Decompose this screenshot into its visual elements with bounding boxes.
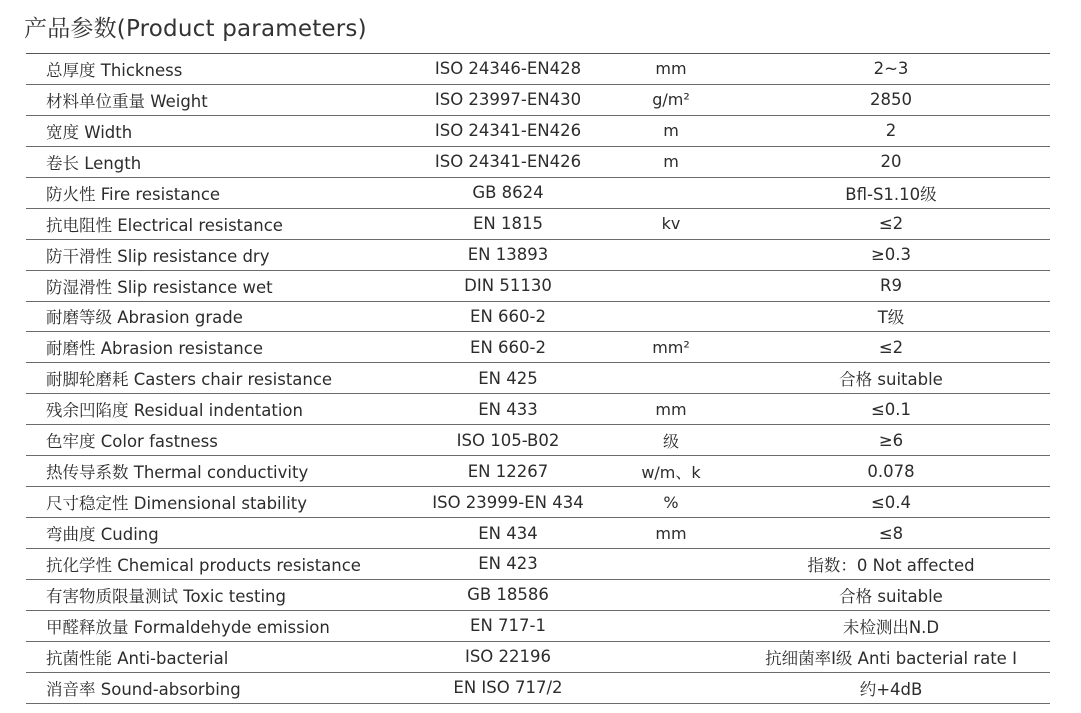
test-standard: EN 660-2 bbox=[470, 337, 546, 357]
unit: mm bbox=[655, 59, 687, 79]
test-standard: GB 18586 bbox=[467, 585, 549, 605]
parameter-name: 消音率 Sound-absorbing bbox=[46, 679, 241, 699]
unit: mm² bbox=[652, 337, 690, 357]
parameter-value: 抗细菌率Ⅰ级 Anti bacterial rate Ⅰ bbox=[765, 648, 1017, 668]
parameter-value: 指数：0 Not affected bbox=[807, 555, 975, 575]
parameter-name: 抗电阻性 Electrical resistance bbox=[46, 215, 283, 235]
unit: w/m、k bbox=[641, 462, 701, 482]
test-standard: EN 13893 bbox=[467, 245, 549, 265]
unit bbox=[616, 240, 726, 270]
unit: m bbox=[663, 121, 679, 141]
parameter-value: 约+4dB bbox=[859, 679, 923, 699]
test-standard: EN 717-1 bbox=[470, 616, 546, 636]
page-title: 产品参数(Product parameters) bbox=[24, 16, 367, 42]
table-row bbox=[26, 240, 1050, 271]
parameter-value: Bfl-S1.10级 bbox=[845, 184, 937, 204]
parameter-value: 合格 suitable bbox=[839, 370, 943, 390]
parameter-name: 抗菌性能 Anti-bacterial bbox=[46, 648, 229, 668]
table-row bbox=[26, 456, 1050, 487]
parameter-name: 抗化学性 Chemical products resistance bbox=[46, 555, 361, 575]
table-row bbox=[26, 394, 1050, 425]
parameter-value: ≤8 bbox=[878, 523, 904, 543]
parameter-value: 未检测出N.D bbox=[842, 617, 940, 637]
parameter-value: 0.078 bbox=[867, 461, 915, 481]
parameter-name: 耐磨性 Abrasion resistance bbox=[46, 339, 263, 359]
table-row bbox=[26, 302, 1050, 333]
parameter-name: 防湿滑性 Slip resistance wet bbox=[46, 277, 273, 297]
parameters-table bbox=[26, 53, 1050, 704]
parameter-name: 有害物质限量测试 Toxic testing bbox=[46, 586, 286, 606]
test-standard: ISO 105-B02 bbox=[456, 430, 560, 450]
parameter-name: 材料单位重量 Weight bbox=[46, 91, 208, 111]
unit bbox=[616, 642, 726, 672]
parameter-name: 防干滑性 Slip resistance dry bbox=[46, 246, 270, 266]
parameter-name: 残余凹陷度 Residual indentation bbox=[46, 401, 303, 421]
table-row bbox=[26, 85, 1050, 116]
parameter-value: R9 bbox=[880, 276, 902, 296]
test-standard: EN 433 bbox=[478, 399, 538, 419]
unit: 级 bbox=[662, 431, 679, 451]
parameter-value: ≥6 bbox=[878, 430, 904, 450]
table-row bbox=[26, 332, 1050, 363]
unit bbox=[616, 302, 726, 332]
parameter-name: 热传导系数 Thermal conductivity bbox=[46, 463, 309, 483]
test-standard: ISO 23999-EN 434 bbox=[432, 492, 584, 512]
parameter-value: ≥0.3 bbox=[870, 245, 912, 265]
unit: kv bbox=[661, 214, 681, 234]
unit bbox=[616, 363, 726, 393]
parameter-value: 2~3 bbox=[873, 59, 909, 79]
unit: mm bbox=[655, 399, 687, 419]
table-row bbox=[26, 178, 1050, 209]
unit: % bbox=[663, 492, 679, 512]
table-row bbox=[26, 54, 1050, 85]
unit bbox=[616, 549, 726, 579]
test-standard: EN 425 bbox=[478, 368, 538, 388]
parameter-value: ≤2 bbox=[878, 337, 904, 357]
test-standard: EN 660-2 bbox=[470, 306, 546, 326]
table-row bbox=[26, 147, 1050, 178]
parameter-name: 耐磨等级 Abrasion grade bbox=[46, 308, 243, 328]
test-standard: GB 8624 bbox=[472, 183, 544, 203]
test-standard: DIN 51130 bbox=[464, 276, 552, 296]
test-standard: ISO 24341-EN426 bbox=[434, 152, 582, 172]
parameter-name: 总厚度 Thickness bbox=[46, 60, 183, 80]
table-row bbox=[26, 271, 1050, 302]
test-standard: EN 434 bbox=[478, 523, 538, 543]
test-standard: EN 1815 bbox=[472, 214, 543, 234]
test-standard: ISO 24346-EN428 bbox=[434, 59, 582, 79]
test-standard: ISO 23997-EN430 bbox=[434, 90, 582, 110]
table-row bbox=[26, 611, 1050, 642]
table-row bbox=[26, 363, 1050, 394]
parameter-value: 2850 bbox=[870, 90, 912, 110]
table-row bbox=[26, 642, 1050, 673]
table-row bbox=[26, 518, 1050, 549]
parameter-value: ≤2 bbox=[878, 214, 904, 234]
unit: g/m² bbox=[652, 90, 690, 110]
parameter-name: 尺寸稳定性 Dimensional stability bbox=[46, 494, 308, 514]
parameter-name: 甲醛释放量 Formaldehyde emission bbox=[46, 617, 330, 637]
unit bbox=[616, 271, 726, 301]
test-standard: EN 423 bbox=[478, 554, 538, 574]
parameter-value: 2 bbox=[885, 121, 897, 141]
table-row bbox=[26, 673, 1050, 704]
unit bbox=[616, 178, 726, 208]
parameter-name: 弯曲度 Cuding bbox=[46, 525, 159, 545]
parameter-name: 宽度 Width bbox=[46, 122, 133, 142]
parameter-value: 20 bbox=[880, 152, 902, 172]
table-row bbox=[26, 549, 1050, 580]
unit: m bbox=[663, 152, 679, 172]
unit: mm bbox=[655, 523, 687, 543]
test-standard: EN ISO 717/2 bbox=[453, 678, 563, 698]
parameter-value: ≤0.4 bbox=[870, 492, 912, 512]
test-standard: ISO 24341-EN426 bbox=[434, 121, 582, 141]
parameter-value: 合格 suitable bbox=[839, 586, 943, 606]
parameter-name: 色牢度 Color fastness bbox=[46, 432, 218, 452]
table-row bbox=[26, 580, 1050, 611]
table-row bbox=[26, 116, 1050, 147]
table-row bbox=[26, 487, 1050, 518]
table-row bbox=[26, 209, 1050, 240]
unit bbox=[616, 611, 726, 641]
unit bbox=[616, 673, 726, 703]
test-standard: EN 12267 bbox=[467, 461, 549, 481]
parameter-name: 卷长 Length bbox=[46, 153, 142, 173]
parameter-name: 耐脚轮磨耗 Casters chair resistance bbox=[46, 370, 333, 390]
test-standard: ISO 22196 bbox=[464, 647, 552, 667]
parameter-value: T级 bbox=[877, 308, 905, 328]
parameter-name: 防火性 Fire resistance bbox=[46, 184, 221, 204]
table-row bbox=[26, 425, 1050, 456]
parameter-value: ≤0.1 bbox=[870, 399, 912, 419]
unit bbox=[616, 580, 726, 610]
